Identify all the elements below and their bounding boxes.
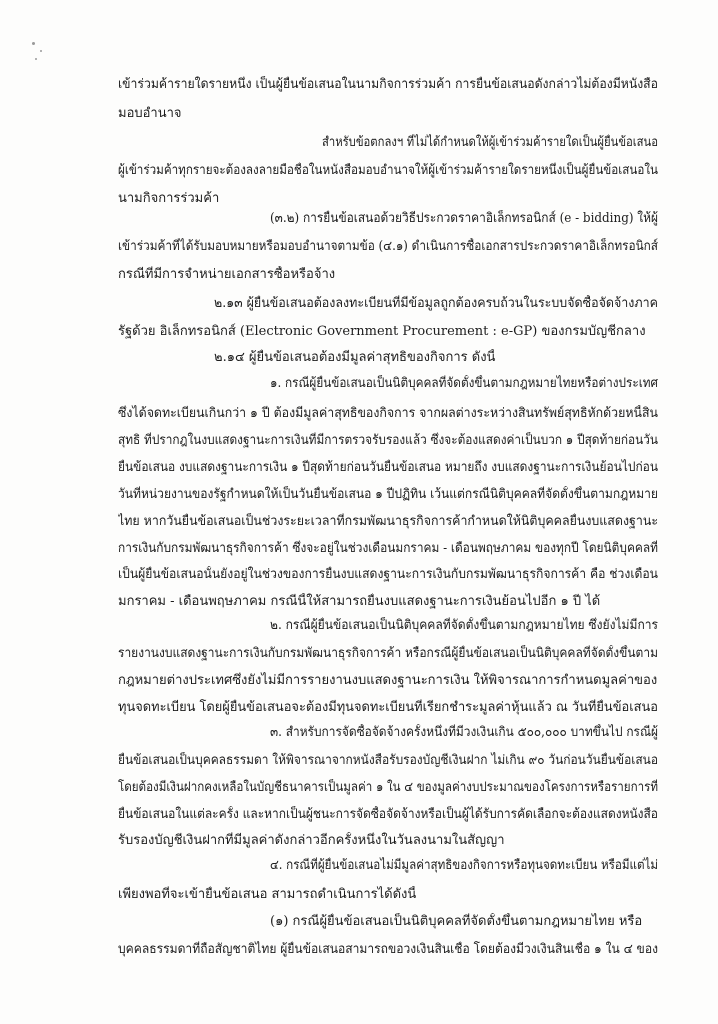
text-line: ทุนจดทะเบียน โดยผู้ยื่นข้อเสนอจะต้องมีทุนจดทะเบียนที่เรียกชำระมูลค่าหุ้นแล้ว ณ วันที่ยื่นข้อเสนอ — [118, 700, 658, 715]
text-line: สำหรับข้อตกลงฯ ที่ไม่ได้กำหนดให้ผู้เข้าร่วมค้ารายใดเป็นผู้ยื่นข้อเสนอ — [322, 135, 658, 150]
text-line: ๓. สำหรับการจัดซื้อจัดจ้างครั้งหนึ่งที่มีวงเงินเกิน ๕๐๐,๐๐๐ บาทขึ้นไป กรณีผู้ — [270, 725, 658, 740]
text-line: รัฐด้วย อิเล็กทรอนิกส์ (Electronic Government Procurement : e-GP) ของกรมบัญชีกลาง — [118, 324, 646, 339]
text-line: เข้าร่วมค้ารายใดรายหนึ่ง เป็นผู้ยื่นข้อเสนอในนามกิจการร่วมค้า การยื่นข้อเสนอดังกล่าวไม่ต้องมีหนังสือ — [118, 77, 658, 92]
text-line: นามกิจการร่วมค้า — [118, 191, 220, 206]
scan-speck — [40, 50, 42, 52]
text-line: เข้าร่วมค้าที่ได้รับมอบหมายหรือมอบอำนาจตามข้อ (๔.๑) ดำเนินการซื้อเอกสารประกวดราคาอิเล็กทรอนิกส์ — [118, 239, 658, 254]
text-line: สุทธิ ที่ปรากฎในงบแสดงฐานะการเงินที่มีการตรวจรับรองแล้ว ซึ่งจะต้องแสดงค่าเป็นบวก ๑ ปีสุดท้ายก่อนวัน — [118, 433, 658, 448]
text-line: ผู้เข้าร่วมค้าทุกรายจะต้องลงลายมือชื่อในหนังสือมอบอำนาจให้ผู้เข้าร่วมค้ารายใดรายหนึ่งเป็นผู้ยื่นข้อเสนอใน — [118, 163, 658, 178]
text-line: มอบอำนาจ — [118, 106, 182, 121]
text-line: ๑. กรณีผู้ยื่นข้อเสนอเป็นนิติบุคคลที่จัดตั้งขึ้นตามกฎหมายไทยหรือต่างประเทศ — [270, 376, 658, 391]
text-line: มกราคม - เดือนพฤษภาคม กรณีนี้ให้สามารถยื่นงบแสดงฐานะการเงินย้อนไปอีก ๑ ปี ได้ — [118, 594, 601, 609]
text-line: รายงานงบแสดงฐานะการเงินกับกรมพัฒนาธุรกิจการค้า หรือกรณีผู้ยื่นข้อเสนอเป็นนิติบุคคลที่จัดตั้งขึ้นตาม — [118, 646, 658, 661]
text-line: โดยต้องมีเงินฝากคงเหลือในบัญชีธนาคารเป็นมูลค่า ๑ ใน ๔ ของมูลค่างบประมาณของโครงการหรือรายการที่ — [118, 780, 658, 795]
text-line: วันที่หน่วยงานของรัฐกำหนดให้เป็นวันยื่นข้อเสนอ ๑ ปีปฏิทิน เว้นแต่กรณีนิติบุคคลที่จัดตั้งขึ้นตามกฎหมาย — [118, 487, 658, 502]
text-line: กฎหมายต่างประเทศซึ่งยังไม่มีการรายงานงบแสดงฐานะการเงิน ให้พิจารณาการกำหนดมูลค่าของ — [118, 673, 658, 688]
text-line: ๒.๑๓ ผู้ยื่นข้อเสนอต้องลงทะเบียนที่มีข้อมูลถูกต้องครบถ้วนในระบบจัดซื้อจัดจ้างภาค — [214, 296, 658, 311]
scan-speck — [32, 42, 35, 45]
text-line: ๔. กรณีที่ผู้ยื่นข้อเสนอไม่มีมูลค่าสุทธิของกิจการหรือทุนจดทะเบียน หรือมีแต่ไม่ — [270, 858, 658, 873]
text-line: เป็นผู้ยื่นข้อเสนอนั้นยังอยู่ในช่วงของการยื่นงบแสดงฐานะการเงินกับกรมพัฒนาธุรกิจการค้า คือ ช่วงเดือน — [118, 567, 658, 582]
text-line: ยื่นข้อเสนอในแต่ละครั้ง และหากเป็นผู้ชนะการจัดซื้อจัดจ้างหรือเป็นผู้ได้รับการคัดเลือกจะต้องแสดงหนังสือ — [118, 807, 658, 822]
text-line: รับรองบัญชีเงินฝากที่มีมูลค่าดังกล่าวอีกครั้งหนึ่งในวันลงนามในสัญญา — [118, 833, 505, 848]
text-line: ไทย หากวันยื่นข้อเสนอเป็นช่วงระยะเวลาที่กรมพัฒนาธุรกิจการค้ากำหนดให้นิติบุคคลยื่นงบแสดงฐานะ — [118, 514, 658, 529]
text-line: ๒.๑๔ ผู้ยื่นข้อเสนอต้องมีมูลค่าสุทธิของกิจการ ดังนี้ — [214, 350, 496, 365]
text-line: ซึ่งได้จดทะเบียนเกินกว่า ๑ ปี ต้องมีมูลค่าสุทธิของกิจการ จากผลต่างระหว่างสินทรัพย์สุทธิหักด้วยหนี้สิน — [118, 406, 658, 421]
text-line: บุคคลธรรมดาที่ถือสัญชาติไทย ผู้ยื่นข้อเสนอสามารถขอวงเงินสินเชื่อ โดยต้องมีวงเงินสินเชื่อ ๑ ใน ๔ ของ — [118, 942, 658, 957]
text-line: ยื่นข้อเสนอเป็นบุคคลธรรมดา ให้พิจารณาจากหนังสือรับรองบัญชีเงินฝาก ไม่เกิน ๙๐ วันก่อนวันยื่นข้อเสนอ — [118, 753, 658, 768]
text-line: (๑) กรณีผู้ยื่นข้อเสนอเป็นนิติบุคคลที่จัดตั้งขึ้นตามกฎหมายไทย หรือ — [270, 914, 643, 929]
text-line: กรณีที่มีการจำหน่ายเอกสารซื้อหรือจ้าง — [118, 267, 336, 282]
text-line: (๓.๒) การยื่นข้อเสนอด้วยวิธีประกวดราคาอิเล็กทรอนิกส์ (e - bidding) ให้ผู้ — [270, 211, 658, 226]
text-line: เพียงพอที่จะเข้ายื่นข้อเสนอ สามารถดำเนินการได้ดังนี้ — [118, 887, 417, 902]
text-line: ยื่นข้อเสนอ งบแสดงฐานะการเงิน ๑ ปีสุดท้ายก่อนวันยื่นข้อเสนอ หมายถึง งบแสดงฐานะการเงินย้อนไปก่อน — [118, 460, 658, 475]
text-line: ๒. กรณีผู้ยื่นข้อเสนอเป็นนิติบุคคลที่จัดตั้งขึ้นตามกฎหมายไทย ซึ่งยังไม่มีการ — [270, 618, 658, 633]
scan-speck — [35, 58, 37, 60]
text-line: การเงินกับกรมพัฒนาธุรกิจการค้า ซึ่งจะอยู่ในช่วงเดือนมกราคม - เดือนพฤษภาคม ของทุกปี โดยนิติบุคคลที่ — [118, 541, 658, 556]
